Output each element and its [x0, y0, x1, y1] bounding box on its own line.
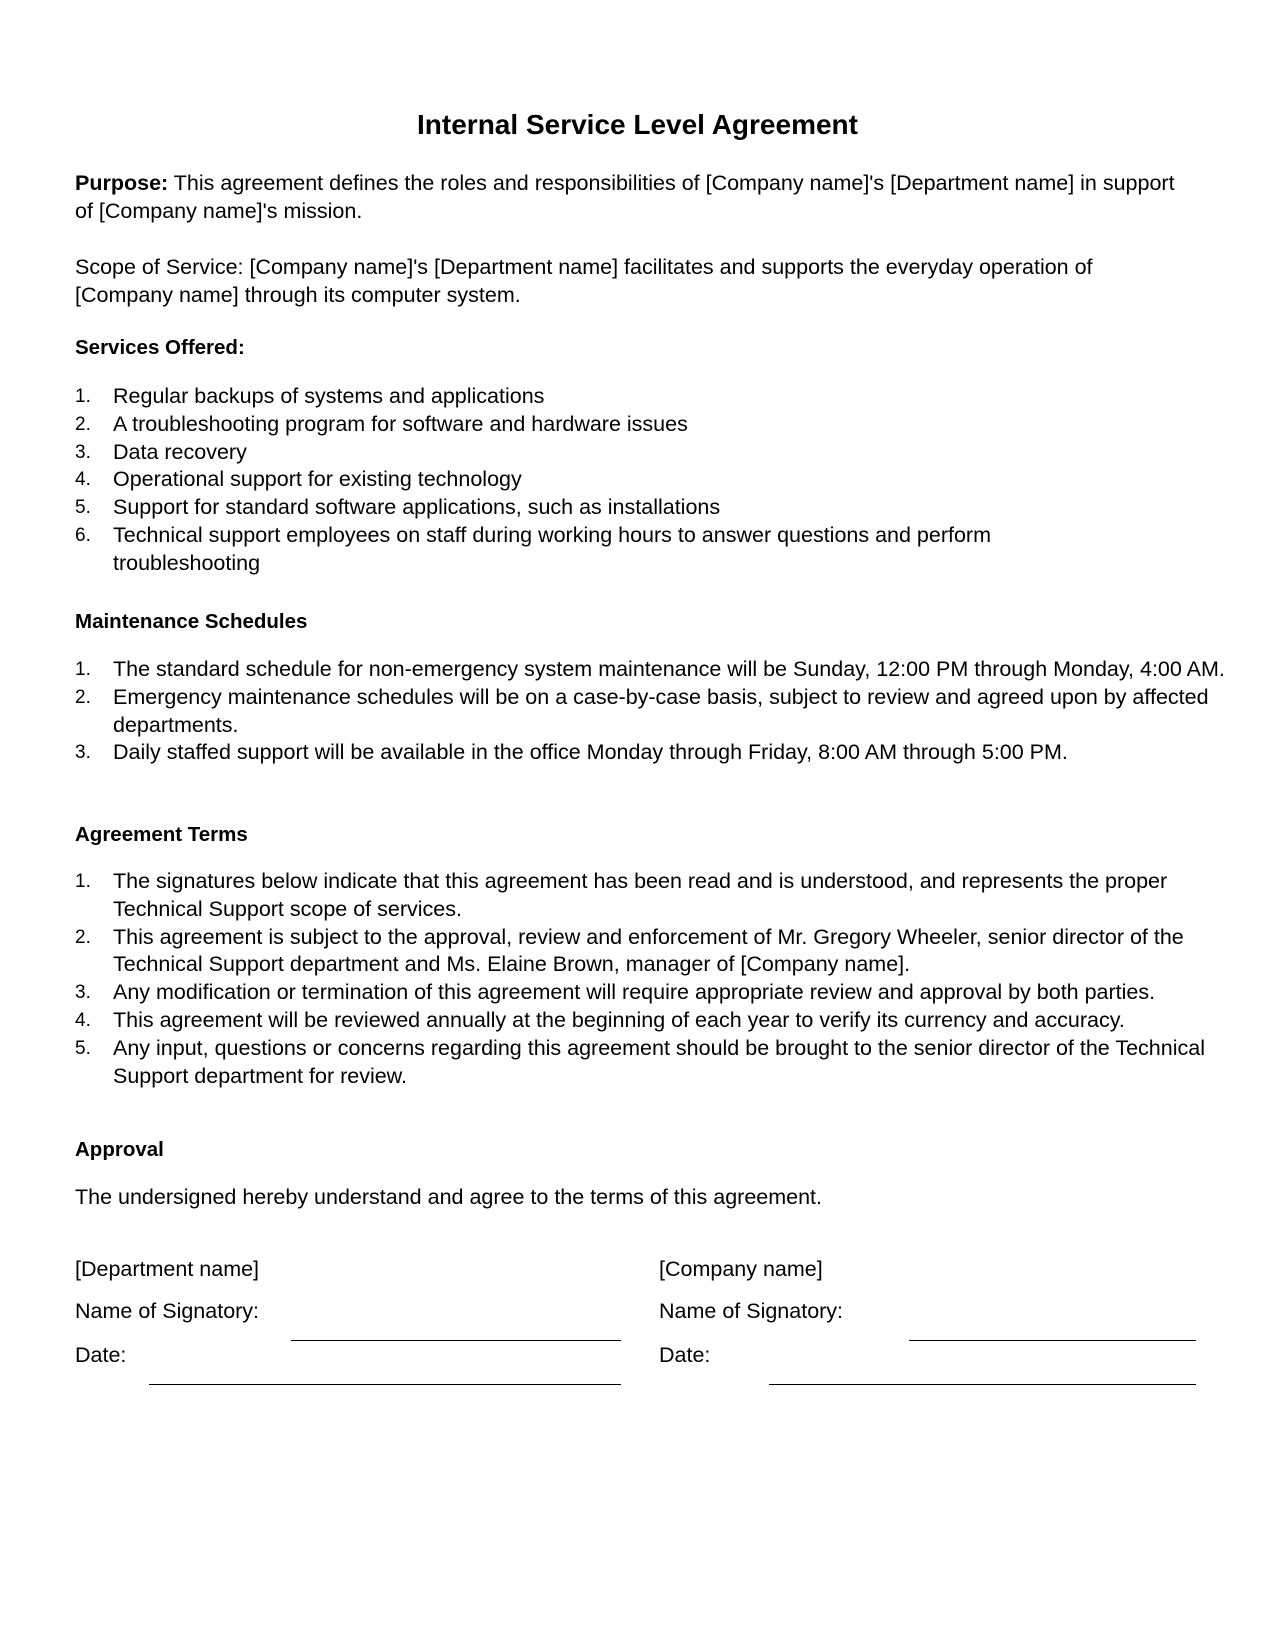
left-signatory-label: Name of Signatory: [75, 1299, 260, 1323]
list-text: Any input, questions or concerns regarding this agreement should be brought to the senior director of the Technical Support department for review. [113, 1035, 1205, 1088]
list-text: A troubleshooting program for software and hardware issues [113, 411, 688, 436]
list-text: The signatures below indicate that this agreement has been read and is understood, and represents the proper Technical Support scope of services. [113, 869, 1168, 921]
list-item [75, 494, 1095, 522]
left-party-name: [Department name] [75, 1257, 260, 1281]
list-number: 1. [75, 386, 91, 407]
list-number: 1. [75, 659, 91, 680]
scope-paragraph: Scope of Service: [Company name]'s [Department name] facilitates and supports the everyday operation of [Company name] through its computer system. [75, 255, 1093, 307]
list-text: Regular backups of systems and applications [113, 384, 545, 408]
list-number: 2. [75, 413, 91, 435]
list-item [75, 979, 1230, 1007]
list-item [75, 1035, 1230, 1091]
agreement-terms-list [75, 868, 1230, 1090]
right-date-label: Date: [659, 1343, 711, 1367]
list-text: The standard schedule for non-emergency system maintenance will be Sunday, 12:00 PM through Monday, 4:00 AM. [113, 657, 1225, 681]
purpose-label: Purpose: [75, 171, 169, 195]
list-item [75, 924, 1230, 980]
document-title: Internal Service Level Agreement [417, 109, 858, 140]
list-text: Emergency maintenance schedules will be on a case-by-case basis, subject to review and agreed upon by affected departments. [113, 684, 1209, 737]
list-item [75, 466, 1095, 494]
list-text: Any modification or termination of this agreement will require appropriate review and approval by both parties. [113, 980, 1156, 1005]
maintenance-schedules-heading: Maintenance Schedules [75, 610, 308, 633]
list-number: 3. [75, 742, 91, 764]
list-item [75, 383, 1095, 411]
purpose-paragraph [75, 170, 1195, 225]
list-item [75, 1007, 1230, 1035]
maintenance-schedules-list [75, 656, 1225, 767]
approval-statement: The undersigned hereby understand and agree to the terms of this agreement. [75, 1185, 822, 1209]
list-item [75, 868, 1230, 924]
list-text: Operational support for existing technology [113, 467, 522, 492]
left-signatory-line[interactable] [291, 1340, 621, 1341]
list-text: Technical support employees on staff during working hours to answer questions and perform troubleshooting [113, 522, 992, 575]
list-number: 6. [75, 524, 91, 546]
list-number: 4. [75, 469, 91, 491]
right-date-line[interactable] [769, 1384, 1196, 1385]
left-date-line[interactable] [149, 1384, 621, 1385]
right-signatory-line[interactable] [909, 1340, 1196, 1341]
list-item [75, 522, 1095, 578]
purpose-text: This agreement defines the roles and responsibilities of [Company name]'s [Department name] in support of [Company name]'s mission. [75, 171, 1175, 223]
list-number: 1. [75, 871, 91, 892]
list-text: This agreement will be reviewed annually at the beginning of each year to verify its currency and accuracy. [113, 1007, 1125, 1032]
services-offered-list [75, 383, 1095, 578]
list-number: 2. [75, 686, 91, 708]
list-item [75, 439, 1095, 467]
approval-heading: Approval [75, 1138, 164, 1161]
list-number: 4. [75, 1009, 91, 1031]
services-offered-heading: Services Offered: [75, 336, 245, 359]
list-number: 3. [75, 982, 91, 1004]
list-number: 5. [75, 1037, 91, 1059]
left-date-label: Date: [75, 1343, 127, 1367]
list-text: Support for standard software applications, such as installations [113, 495, 721, 520]
list-number: 2. [75, 926, 91, 948]
list-text: Data recovery [113, 439, 247, 464]
right-signatory-label: Name of Signatory: [659, 1299, 844, 1323]
list-number: 3. [75, 441, 91, 463]
list-text: This agreement is subject to the approval, review and enforcement of Mr. Gregory Wheeler, senior director of the Technical Support department and Ms. Elaine Brown, manager of [Company name]. [113, 924, 1184, 977]
right-party-name: [Company name] [659, 1257, 823, 1281]
list-item [75, 411, 1095, 439]
list-text: Daily staffed support will be available in the office Monday through Friday, 8:00 AM through 5:00 PM. [113, 740, 1068, 765]
list-item [75, 739, 1225, 767]
agreement-terms-heading: Agreement Terms [75, 823, 248, 846]
list-number: 5. [75, 497, 91, 519]
list-item [75, 656, 1225, 684]
list-item [75, 684, 1225, 740]
